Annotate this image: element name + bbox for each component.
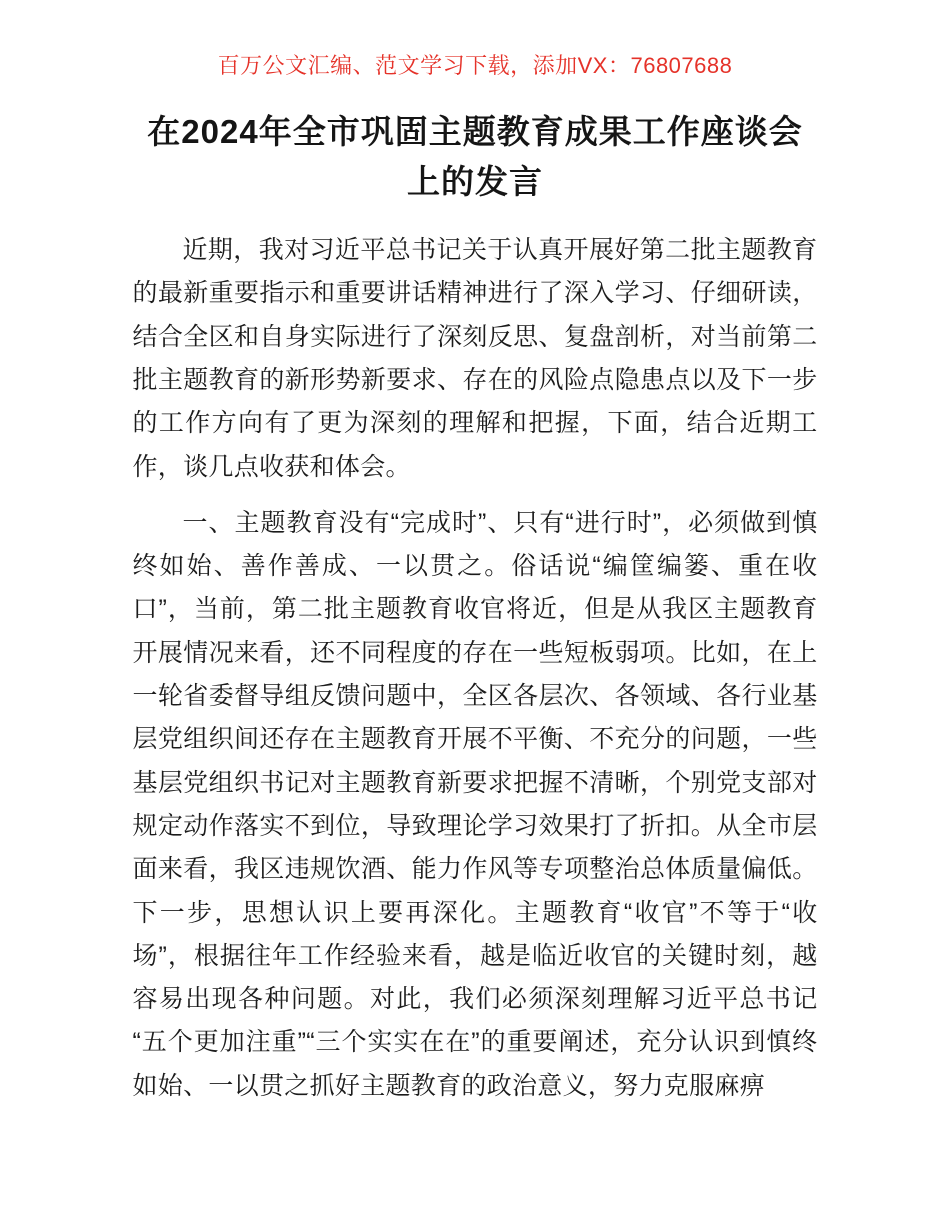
- notice-banner: 百万公文汇编、范文学习下载，添加VX：76807688: [217, 53, 733, 78]
- body-paragraph-2: 一、主题教育没有“完成时”、只有“进行时”，必须做到慎终如始、善作善成、一以贯之。俗话说“编筐编篓、重在收口”，当前，第二批主题教育收官将近，但是从我区主题教育开展情况来看，还不同程度的存在一些短板弱项。比如，在上一轮省委督导组反馈问题中，全区各层次、各领域、各行业基层党组织间还存在主题教育开展不平衡、不充分的问题，一些基层党组织书记对主题教育新要求把握不清晰，个别党支部对规定动作落实不到位，导致理论学习效果打了折扣。从全市层面来看，我区违规饮酒、能力作风等专项整治总体质量偏低。下一步，思想认识上要再深化。主题教育“收官”不等于“收场”，根据往年工作经验来看，越是临近收官的关键时刻，越容易出现各种问题。对此，我们必须深刻理解习近平总书记“五个更加注重”“三个实实在在”的重要阐述，充分认识到慎终如始、一以贯之抓好主题教育的政治意义，努力克服麻痹: [132, 508, 818, 1100]
- document-title: 在2024年全市巩固主题教育成果工作座谈会上的发言: [147, 113, 803, 200]
- document-page: [133, 0, 818, 1108]
- body-paragraph-1: 近期，我对习近平总书记关于认真开展好第二批主题教育的最新重要指示和重要讲话精神进行了深入学习、仔细研读，结合全区和自身实际进行了深刻反思、复盘剖析，对当前第二批主题教育的新形势新要求、存在的风险点隐患点以及下一步的工作方向有了更为深刻的理解和把握，下面，结合近期工作，谈几点收获和体会。: [132, 236, 818, 481]
- document-body: [133, 229, 818, 1108]
